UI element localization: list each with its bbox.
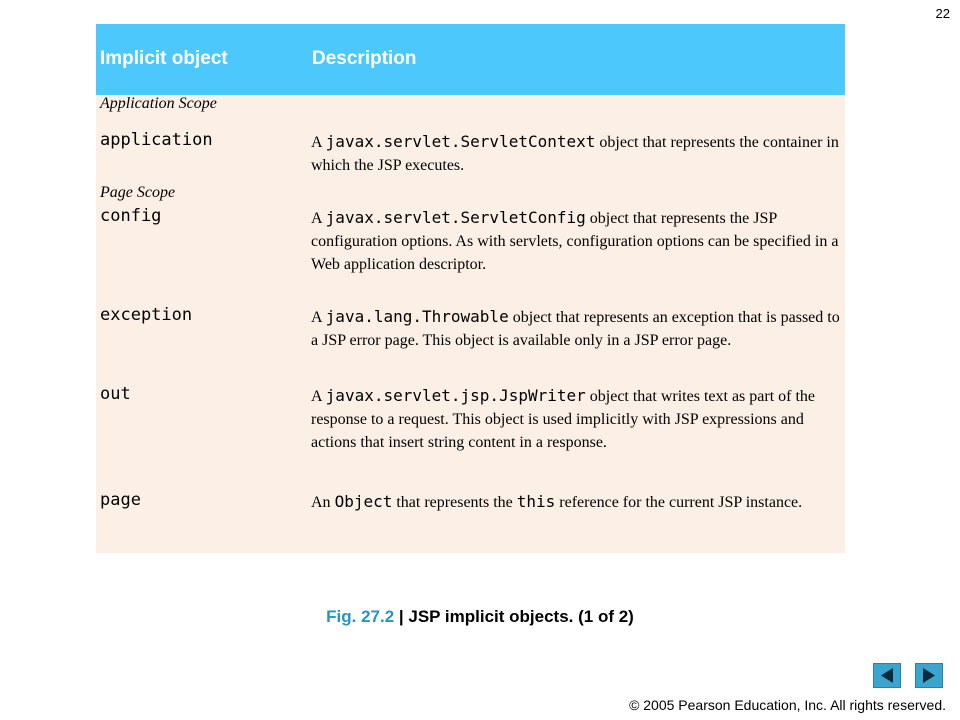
code-fragment: java.lang.Throwable <box>325 307 509 326</box>
implicit-objects-table <box>96 24 845 553</box>
scope-label-page: Page Scope <box>100 184 176 201</box>
description-text: An <box>311 494 335 511</box>
right-arrow-icon <box>916 664 942 687</box>
object-name-application: application <box>100 130 213 150</box>
scope-label-application: Application Scope <box>100 95 217 112</box>
object-description-application <box>311 130 841 177</box>
description-text: that represents the <box>392 494 517 511</box>
code-fragment: javax.servlet.jsp.JspWriter <box>325 386 586 405</box>
object-name-out: out <box>100 384 131 404</box>
description-text: object that writes text as part of the response to a request. This object is used implicitly with JSP expressions and actions that insert string content in a response. <box>311 388 816 451</box>
code-fragment: javax.servlet.ServletContext <box>325 132 596 151</box>
description-text: A <box>311 309 326 326</box>
description-text: object that represents an exception that is passed to a JSP error page. This object is available only in a JSP error page. <box>311 309 840 349</box>
description-text: A <box>311 134 326 151</box>
figure-number: Fig. 27.2 <box>326 607 395 626</box>
header-implicit-object: Implicit object <box>100 48 228 69</box>
table-header-row <box>96 24 845 95</box>
previous-slide-button[interactable] <box>873 663 901 688</box>
copyright-notice: © 2005 Pearson Education, Inc. All rights reserved. <box>629 697 946 713</box>
description-text: A <box>311 388 326 405</box>
description-text: object that represents the container in which the JSP executes. <box>311 134 839 174</box>
description-text: object that represents the JSP configuration options. As with servlets, configuration options can be specified in a Web application descriptor. <box>311 210 839 273</box>
description-text: reference for the current JSP instance. <box>555 494 803 511</box>
object-name-page: page <box>100 490 141 510</box>
object-description-config <box>311 206 841 276</box>
header-description: Description <box>312 48 417 69</box>
object-name-exception: exception <box>100 305 193 325</box>
next-slide-button[interactable] <box>915 663 943 688</box>
caption-separator: | <box>394 607 409 626</box>
page-number: 22 <box>935 6 950 21</box>
description-text: A <box>311 210 326 227</box>
code-fragment: javax.servlet.ServletConfig <box>325 208 586 227</box>
code-fragment: Object <box>334 492 393 511</box>
left-arrow-icon <box>874 664 900 687</box>
object-description-exception <box>311 305 841 352</box>
figure-caption <box>0 607 960 627</box>
object-name-config: config <box>100 206 162 226</box>
object-description-page <box>311 490 841 514</box>
caption-text: JSP implicit objects. (1 of 2) <box>408 607 634 626</box>
object-description-out <box>311 384 841 454</box>
code-fragment: this <box>516 492 556 511</box>
